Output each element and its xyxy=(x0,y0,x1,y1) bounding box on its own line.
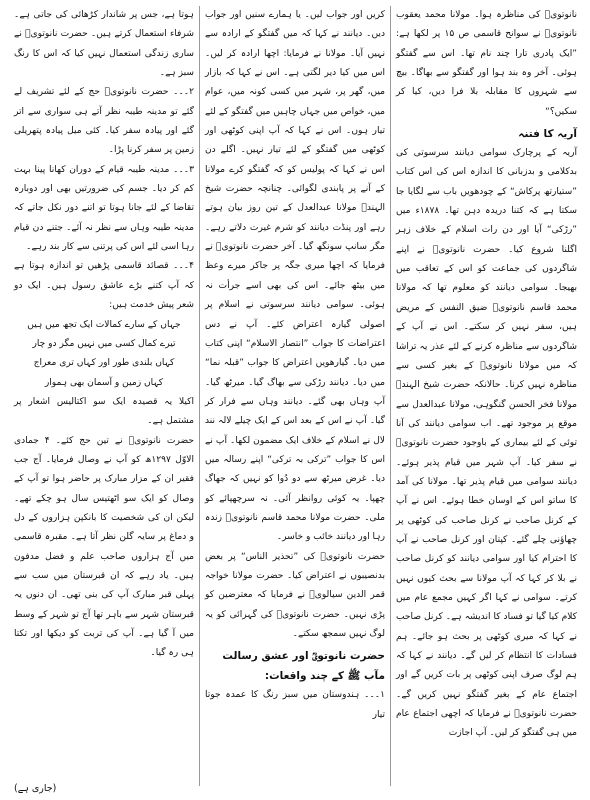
section-heading: حضرت نانوتویؒ اور عشق رسالت مآب ﷺ کے چند واقعات: xyxy=(222,650,385,683)
poem-verse: جہاں کے سارے کمالات ایک تجھ میں ہیں xyxy=(27,319,181,330)
paragraph: اکیلا یہ قصیدہ ایک سو اکتالیس اشعار پر مشتمل ہے۔ xyxy=(14,396,194,427)
paragraph: ہوتا ہے، جس پر شاندار کڑھائی کی جاتی ہے۔ شرفاء استعمال کرتے ہیں۔ حضرت نانوتویؒ نے ساری زندگی استعمال نہیں کیا کہ اس کا رنگ سبز ہے۔ xyxy=(14,10,194,79)
poem-verse: تیرے کمال کسی میں نہیں مگر دو چار xyxy=(32,338,176,349)
paragraph: ۴۔۔۔ قصائد قاسمی پڑھیں تو اندازہ ہوتا ہے کہ آپ کتنے بڑے عاشق رسول ہیں۔ ایک دو شعر پیش خدمت ہیں: xyxy=(14,261,194,311)
paragraph: حضرت نانوتویؒ نے تین حج کئے۔ ۴ جمادی الاوّل ۱۲۹۷ھ کو آپ نے وصال فرمایا۔ آج جب فقیر ان کے مزار مبارک پر حاضر ہوا تو آپ کے وصال کو ایک سو اٹھتیس سال ہو چکے تھے۔ لیکن ان کی شخصیت کا بانکپن ہزاروں کے دل و دماغ پر سایہ گلن نظر آتا ہے۔ مقبرہ قاسمی میں آج ہزاروں صاحب علم و فضل مدفون ہیں۔ یاد رہے کہ ان قبرستان میں سب سے پہلی قبر مبارک آپ کی بنی تھی۔ ان دنوں یہ قبرستان شہر سے باہر تھا آج تو شہر کے وسط میں آ گیا ہے۔ آپ کی تربت کو دیکھا اور تکتا ہی رہ گیا۔ xyxy=(14,435,194,659)
paragraph: ۲۔۔۔ حضرت نانوتویؒ حج کے لئے تشریف لے گئے تو مدینہ طیبہ نظر آتے ہی سواری سے اتر گئے اور پیادہ سفر کیا۔ کئی میل پیادہ پتھریلی زمین پر سفر کرنا پڑا۔ xyxy=(14,87,194,156)
paragraph: ۳۔۔۔ مدینہ طیبہ قیام کے دوران کھانا پینا بہت کم کر دیا۔ جسم کی ضرورتیں بھی اور دوبارہ تقاضا کے لئے جانا ہوتا تو اتنے دور نکل جاتے کہ مدینہ طیبہ وہاں سے نظر نہ آئے۔ جتنے دن قیام رہا اسی لئے اس کی پرتنی سے کار بند رہے۔ xyxy=(14,164,194,253)
poem-verse: کہاں بلندی طور اور کہاں تری معراج xyxy=(33,358,175,369)
column-middle xyxy=(200,6,391,786)
paragraph: نانوتویؒ کی مناظرہ ہوا۔ مولانا محمد یعقوب نانوتویؒ نے سوانح قاسمی ص ۱۵ پر لکھا ہے: ”ایک پادری تارا چند نام تھا۔ اس سے گفتگو ہوئی۔ آخر وہ بند ہوا اور گفتگو سے بھاگا۔ بیچ سے شہروں کا مقابلہ بلا فرا دیں، کیا کر سکیں؟“ xyxy=(396,10,577,117)
column-left xyxy=(9,6,200,786)
paragraph: آریہ کے پرچارک سوامی دیانند سرسوتی کی بدکلامی و بدزبانی کا اندازہ اس کی اس کتاب ”ستیارتھ پرکاش“ کے چودھویں باب سے لگایا جا سکتا ہے کہ کتنا دریدہ دہن تھا۔ ۱۸۷۸ء میں ”رڑکی“ آیا اور دن رات اسلام کے خلاف زہر اگلنا شروع کیا۔ حضرت نانوتویؒ نے اپنے شاگردوں کی جماعت کو اس کے تعاقب میں بھیجا۔ سوامی دیانند کو معلوم تھا کہ مولانا محمد قاسم نانوتویؒ ضیق النفس کے مریض ہیں، سفر نہیں کر سکتے۔ اس نے آپ کے شاگردوں سے مناظرہ کرنے کے لئے عذر یہ تراشا کہ میں مولانا نانوتویؒ کے بغیر کسی سے مناظرہ نہیں کرنا۔ حالانکہ حضرت شیخ الہندؒ مولانا فخر الحسن گنگوہی، مولانا عبدالعدل سے موقع پر موجود تھے۔ اب سوامی دیانند کی آنا توئی کے لئے بیماری کے باوجود حضرت نانوتویؒ نے سفر کیا۔ آپ شہر میں قیام پذیر ہوئے۔ دیانند سوامی میں قیام پذیر تھا۔ مولانا کی آمد کا ساتو اس کے اوسان خطا ہوئے۔ اس نے آپ کے کرنل صاحب نے کرنل صاحب کی کوٹھی پر چھاؤنی چلے گئے۔ کپتان اور کرنل صاحب نے آپ کا احترام کیا اور سوامی دیانند کو کرنل صاحب نے بلا کر کہا کہ آپ مولانا سے بحث کیوں نہیں کرتے۔ سوامی نے کہا اگر کہیں مجمع عام میں کلام کیا گیا تو فساد کا اندیشہ ہے۔ کرنل صاحب نے کہا کہ میری کوٹھی پر بحث ہو جائے۔ ہم فسادات کا انتظام کر لیں گے۔ دیانند نے کہا کہ ہم لوگ صرف اپنی کوٹھی پر بات کریں گے اور اجتماع عام کے بغیر گفتگو نہیں کریں گے۔ حضرت نانوتویؒ نے فرمایا کہ اچھی اجتماع عام میں ہی گفتگو کر لیں۔ آپ اجازت xyxy=(396,148,577,739)
continued-note: (جاری ہے) xyxy=(14,783,57,794)
paragraph: کریں اور جواب لیں۔ یا ہمارے سنیں اور جواب دیں۔ دیانند نے کہا کہ میں گفتگو کے ارادہ سے نہیں آیا۔ مولانا نے فرمایا: اچھا ارادہ کر لیں۔ اس میں کیا دیر لگتی ہے۔ اس نے کہا کہ بازار میں، گھر پر، شہر میں کسی کونہ میں، عوام میں، خواص میں جہاں چاہیں میں گفتگو کے لئے تیار ہوں۔ اس نے کہا کہ آپ اپنی کوٹھی اور کوٹھی میں گفتگو کے لئے تیار نہیں۔ اگلے دن اس نے کہا کہ پولیس کو کہ گفتگو کرے مولانا کے آنے پر پابندی لگوائی۔ چنانچہ حضرت شیخ الہندؒ مولانا عبدالعدل کے تین روز بیان ہوتے رہے اور پنڈت دیانند کو شرم غیرت دلاتے رہے۔ مگر سانپ سونگھ گیا۔ آخر حضرت نانوتویؒ نے فرمایا کہ اچھا میری جگہ پر جاکر میرے وعظ میں بیٹھ جائے۔ اس کی بھی اسے جرأت نہ ہوئی۔ سوامی دیانند سرسوتی نے اسلام پر اصولی گیارہ اعتراض کئے۔ آپ نے دس اعتراضات کا جواب ”انتصار الاسلام“ اپنی کتاب میں دیا۔ گیارھویں اعتراض کا جواب ”قبلہ نما“ میں دیا۔ دیانند رڑکی سے بھاگ گیا۔ میرٹھ گیا۔ آپ وہاں بھی گئے۔ دیانند وہاں سے فرار کر گیا۔ آپ نے اس کے بعد اس کے ایک چیلے لالہ نند لال نے اسلام کے خلاف ایک مضمون لکھا۔ آپ نے اس کا جواب ”ترکی بہ ترکی“ اپنے رسالہ میں دیا۔ غرض میرٹھ سے دو دُوا کو نہیں کہ جھاگ چھپا۔ یہ کوئی روانظر آئی۔ نہ سرچھپائے کو ملی۔ حضرت مولانا محمد قاسم نانوتویؒ زندہ رہا اور دیانند خائب و خاسر۔ xyxy=(205,10,385,543)
article-columns xyxy=(8,6,582,786)
paragraph: حضرت نانوتویؒ کی ”تحذیر الناس“ پر بعض بدنصیبوں نے اعتراض کیا۔ حضرت مولانا خواجہ قمر الدین سیالویؒ نے فرمایا کہ معترضین کو پڑی نہیں۔ حضرت نانوتویؒ کی گہرائی کو یہ لوگ نہیں سمجھ سکتے۔ xyxy=(205,551,385,639)
paragraph: ۱۔۔۔ ہندوستان میں سبز رنگ کا عمدہ جوتا تیار xyxy=(205,690,385,720)
column-right xyxy=(391,6,582,786)
section-heading: آریہ کا فتنہ xyxy=(518,128,577,141)
poem-verse: کہاں زمین و آسمان بھی ہموار xyxy=(44,377,164,388)
